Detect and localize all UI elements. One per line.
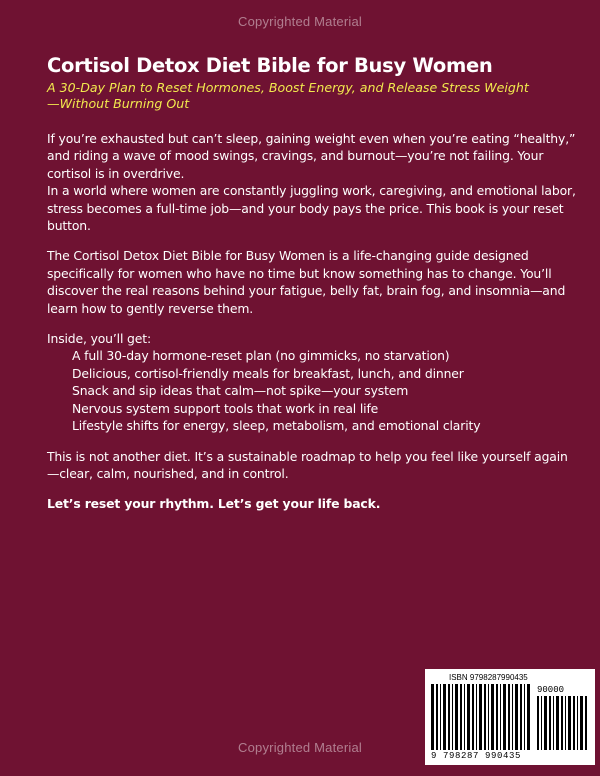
list-item: Snack and sip ideas that calm—not spike—your system [72, 383, 409, 399]
watermark-top: Copyrighted Material [238, 14, 362, 29]
book-subtitle: A 30-Day Plan to Reset Hormones, Boost Energy, and Release Stress Weight—Without Burning Out [47, 80, 529, 111]
list-intro: Inside, you’ll get: [47, 331, 151, 347]
feature-list [47, 347, 577, 434]
book-title: Cortisol Detox Diet Bible for Busy Women [47, 54, 493, 77]
intro-paragraph-2: In a world where women are constantly juggling work, caregiving, and emotional labor, stress becomes a full-time job—and your body pays the price. This book is your reset button. [47, 183, 576, 234]
list-item: Delicious, cortisol-friendly meals for breakfast, lunch, and dinner [72, 365, 464, 381]
description-paragraph: The Cortisol Detox Diet Bible for Busy Women is a life-changing guide designed specifically for women who have no time but know something has to change. You’ll discover the real reasons behind your fatigue, belly fat, brain fog, and insomnia—and learn how to gently reverse them. [47, 248, 566, 316]
blurb [47, 130, 577, 513]
intro-paragraph-1: If you’re exhausted but can’t sleep, gaining weight even when you’re eating “healthy,” and riding a wave of mood swings, cravings, and burnout—you’re not failing. Your cortisol is in overdrive. [47, 131, 576, 181]
price-code: 90000 [537, 685, 565, 695]
list-item: Lifestyle shifts for energy, sleep, metabolism, and emotional clarity [72, 418, 481, 434]
list-item: A full 30-day hormone-reset plan (no gimmicks, no starvation) [72, 348, 450, 364]
list-item: Nervous system support tools that work in real life [72, 400, 379, 416]
watermark-bottom: Copyrighted Material [238, 740, 362, 755]
conclusion-paragraph: This is not another diet. It’s a sustainable roadmap to help you feel like yourself again—clear, calm, nourished, and in control. [47, 448, 568, 481]
closing-line: Let’s reset your rhythm. Let’s get your life back. [47, 496, 381, 512]
isbn-label: ISBN 9798287990435 [449, 673, 528, 682]
barcode-digits: 9 798287 990435 [431, 751, 522, 761]
